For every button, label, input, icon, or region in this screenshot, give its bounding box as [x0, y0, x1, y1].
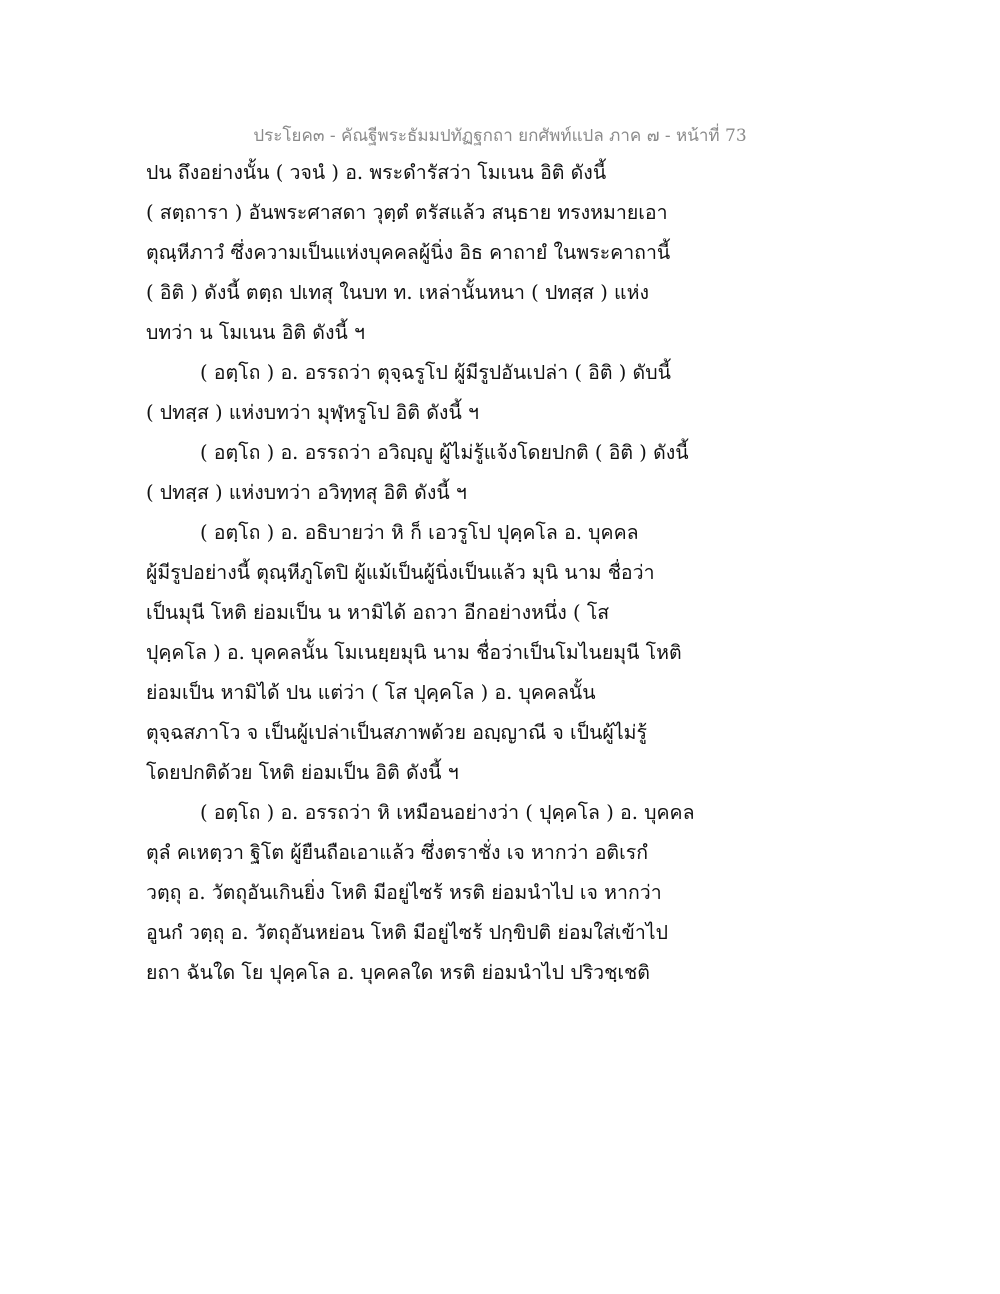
text-line: ( อตฺโถ ) อ. อรรถว่า อวิญฺญู ผู้ไม่รู้แจ้งโดยปกติ ( อิติ ) ดังนี้: [200, 441, 689, 464]
text-line: ตุลํ คเหตฺวา ฐิโต ผู้ยืนถือเอาแล้ว ซึ่งตราชั่ง เจ หากว่า อติเรกํ: [146, 841, 649, 864]
text-line: ปน ถึงอย่างนั้น ( วจนํ ) อ. พระดำรัสว่า โมเนน อิติ ดังนี้: [146, 161, 607, 184]
text-line: ปุคฺคโล ) อ. บุคคลนั้น โมเนยฺยมุนิ นาม ชื่อว่าเป็นโมไนยมุนี โหติ: [146, 641, 682, 664]
text-line: ( อตฺโถ ) อ. อรรถว่า หิ เหมือนอย่างว่า ( ปุคฺคโล ) อ. บุคคล: [200, 801, 695, 824]
text-line: ตุจฺฉสภาโว จ เป็นผู้เปล่าเป็นสภาพด้วย อญฺญาณี จ เป็นผู้ไม่รู้: [146, 721, 647, 744]
text-line: ยถา ฉันใด โย ปุคฺคโล อ. บุคคลใด หรติ ย่อมนำไป ปริวชฺเชติ: [146, 961, 650, 984]
text-line: ( ปทสฺส ) แห่งบทว่า อวิทฺทสุ อิติ ดังนี้ ฯ: [146, 481, 467, 504]
text-line: บทว่า น โมเนน อิติ ดังนี้ ฯ: [146, 321, 365, 344]
text-line: อูนกํ วตฺถุ อ. วัตถุอันหย่อน โหติ มีอยู่ไซร้ ปกฺขิปติ ย่อมใส่เข้าไป: [146, 921, 668, 944]
text-line: เป็นมุนี โหติ ย่อมเป็น น หามิได้ อถวา อีกอย่างหนึ่ง ( โส: [146, 601, 610, 624]
text-line: ( สตฺถารา ) อันพระศาสดา วุตฺตํ ตรัสแล้ว สนฺธาย ทรงหมายเอา: [146, 201, 668, 224]
text-line: ( อตฺโถ ) อ. อธิบายว่า หิ ก็ เอวรูโป ปุคฺคโล อ. บุคคล: [200, 521, 639, 544]
text-line: ( ปทสฺส ) แห่งบทว่า มุฬฺหรูโป อิติ ดังนี้ ฯ: [146, 401, 479, 424]
text-line: ( อตฺโถ ) อ. อรรถว่า ตุจฺฉรูโป ผู้มีรูปอันเปล่า ( อิติ ) ดับนี้: [200, 361, 671, 384]
text-line: ( อิติ ) ดังนี้ ตตฺถ ปเทสุ ในบท ท. เหล่านั้นหนา ( ปทสฺส ) แห่ง: [146, 281, 649, 304]
text-line: ตุณฺหีภาวํ ซึ่งความเป็นแห่งบุคคลผู้นิ่ง อิธ คาถายํ ในพระคาถานี้: [146, 241, 671, 264]
page-header: ประโยค๓ - คัณฐีพระธัมมปทัฏฐกถา ยกศัพท์แปล ภาค ๗ - หน้าที่ 73: [253, 126, 747, 146]
body-text: [146, 153, 706, 993]
text-line: ผู้มีรูปอย่างนี้ ตุณฺหีภูโตปิ ผู้แม้เป็นผู้นิ่งเป็นแล้ว มุนิ นาม ชื่อว่า: [146, 561, 655, 584]
text-line: ย่อมเป็น หามิได้ ปน แต่ว่า ( โส ปุคฺคโล ) อ. บุคคลนั้น: [146, 681, 596, 704]
text-line: วตฺถุ อ. วัตถุอันเกินยิ่ง โหติ มีอยู่ไซร้ หรติ ย่อมนำไป เจ หากว่า: [146, 881, 662, 904]
text-line: โดยปกติด้วย โหติ ย่อมเป็น อิติ ดังนี้ ฯ: [146, 761, 459, 784]
